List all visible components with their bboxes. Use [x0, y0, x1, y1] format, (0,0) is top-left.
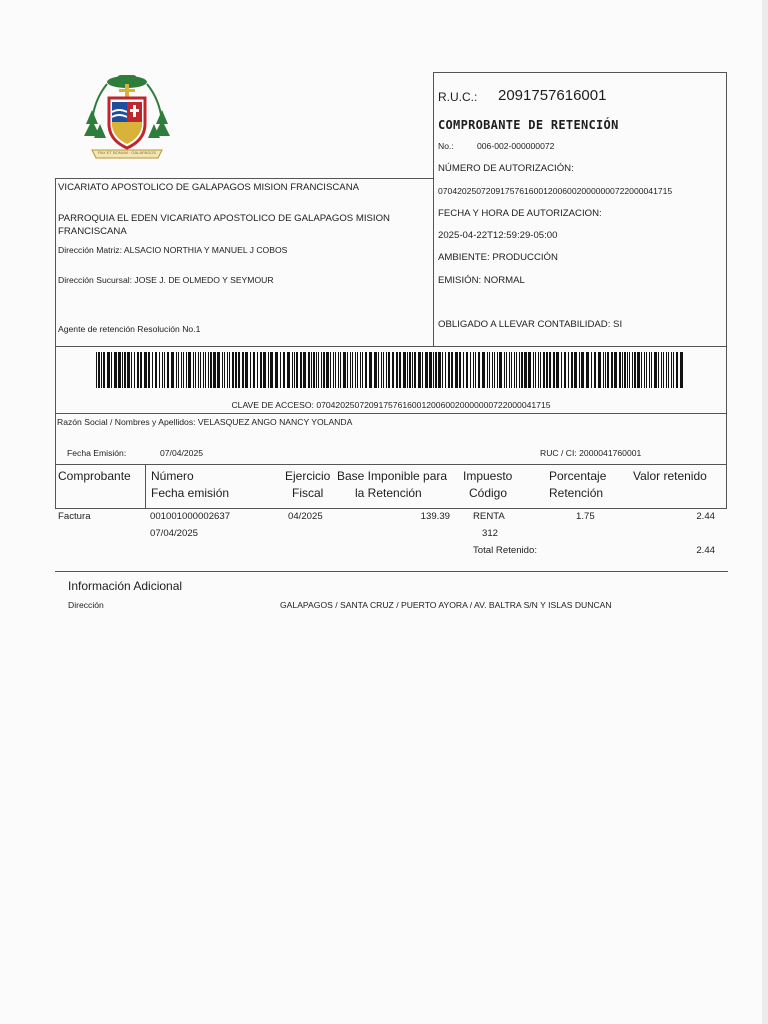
barcode-bar [433, 352, 434, 388]
barcode-bar [134, 352, 135, 388]
header-fiscal: Fiscal [292, 486, 324, 500]
barcode-bar [203, 352, 204, 388]
header-impuesto: Impuesto [463, 469, 513, 483]
barcode-bar [270, 352, 273, 388]
barcode-bar [506, 352, 507, 388]
barcode-bar [591, 352, 592, 388]
barcode-bar [268, 352, 269, 388]
barcode-bar [155, 352, 157, 388]
header-comprobante: Comprobante [58, 469, 131, 483]
barcode-bar [164, 352, 165, 388]
barcode-bar [611, 352, 613, 388]
barcode-bar [362, 352, 363, 388]
barcode-bar [546, 352, 548, 388]
row-tax: RENTA [473, 511, 505, 522]
row-type: Factura [58, 511, 91, 522]
barcode-bar [137, 352, 139, 388]
barcode-bar [208, 352, 209, 388]
barcode-bar [499, 352, 502, 388]
barcode-bar [637, 352, 640, 388]
barcode-bar [330, 352, 331, 388]
barcode-bar [263, 352, 266, 388]
barcode-bar [178, 352, 179, 388]
barcode-bar [641, 352, 642, 388]
barcode-bar [333, 352, 334, 388]
branch-name-line2: FRANCISCANA [58, 226, 127, 237]
barcode-bar [195, 352, 196, 388]
header-ejercicio: Ejercicio [285, 469, 331, 483]
barcode-bar [224, 352, 225, 388]
barcode-bar [412, 352, 413, 388]
barcode-bar [661, 352, 662, 388]
barcode-bar [438, 352, 441, 388]
issue-date-label: Fecha Emisión: [67, 448, 127, 458]
barcode-bar [516, 352, 517, 388]
header-retencion: Retención [549, 486, 604, 500]
additional-info-label: Dirección [68, 600, 104, 610]
voucher-number-label: No.: [438, 141, 454, 151]
barcode-bar [250, 352, 251, 388]
barcode-bar [323, 352, 325, 388]
barcode-bar [668, 352, 669, 388]
barcode-bar [347, 352, 348, 388]
barcode-bar [407, 352, 408, 388]
voucher-title: COMPROBANTE DE RETENCIÓN [438, 118, 619, 132]
barcode-bar [124, 352, 126, 388]
barcode-bar [473, 352, 474, 388]
barcode-bar [127, 352, 130, 388]
barcode-bar [644, 352, 645, 388]
barcode-bar [213, 352, 216, 388]
barcode-bar [260, 352, 262, 388]
barcode-bar [245, 352, 248, 388]
barcode-bar [568, 352, 569, 388]
barcode-bar [352, 352, 353, 388]
barcode-bar [217, 352, 220, 388]
row-base: 139.39 [420, 511, 450, 522]
barcode-bar [350, 352, 351, 388]
barcode-bar [193, 352, 194, 388]
barcode-bar [666, 352, 667, 388]
barcode-bar [176, 352, 177, 388]
barcode-bar [107, 352, 110, 388]
barcode-bar [624, 352, 626, 388]
barcode-bar [399, 352, 401, 388]
barcode-bar [671, 352, 672, 388]
barcode-bar [374, 352, 377, 388]
barcode-bar [300, 352, 302, 388]
barcode-bar [144, 352, 147, 388]
branch-name-line1: PARROQUIA EL EDEN VICARIATO APOSTOLICO DE GALAPAGOS MISION [58, 213, 390, 224]
section-divider [55, 571, 728, 572]
barcode-bar [418, 352, 421, 388]
barcode-bar [229, 352, 230, 388]
barcode-bar [238, 352, 240, 388]
barcode-bar [435, 352, 437, 388]
barcode-bar [553, 352, 555, 388]
row-value: 2.44 [696, 511, 715, 522]
barcode-bar [429, 352, 432, 388]
barcode-bar [658, 352, 659, 388]
barcode-bar [283, 352, 285, 388]
barcode-bar [475, 352, 476, 388]
barcode-bar [603, 352, 604, 388]
barcode-bar [235, 352, 237, 388]
header-base-imponible: Base Imponible para [337, 469, 448, 483]
barcode-bar [409, 352, 411, 388]
barcode-bar [646, 352, 647, 388]
barcode-bar [369, 352, 372, 388]
barcode-bar [422, 352, 423, 388]
header-la-retencion: la Retención [355, 486, 422, 500]
auth-number-value: 0704202507209175761600120060020000000722000041715 [438, 186, 673, 196]
barcode-bar [564, 352, 566, 388]
barcode-bar [167, 352, 169, 388]
barcode-bar [392, 352, 394, 388]
barcode-bar [543, 352, 545, 388]
barcode-bar [497, 352, 498, 388]
barcode-bar [227, 352, 228, 388]
barcode-bar [181, 352, 182, 388]
barcode-bar [292, 352, 293, 388]
barcode-bar [321, 352, 322, 388]
auth-datetime-value: 2025-04-22T12:59:29-05:00 [438, 230, 558, 241]
row-percent: 1.75 [576, 511, 595, 522]
barcode-bar [183, 352, 184, 388]
barcode-bar [511, 352, 512, 388]
ruc-value: 2091757616001 [498, 87, 607, 104]
barcode-bar [340, 352, 341, 388]
emission: EMISIÓN: NORMAL [438, 275, 525, 286]
barcode-bar [198, 352, 199, 388]
barcode-bar [494, 352, 495, 388]
barcode-bar [676, 352, 678, 388]
header-codigo: Código [469, 486, 508, 500]
barcode-bar [470, 352, 471, 388]
barcode-bar [521, 352, 523, 388]
barcode-bar [540, 352, 541, 388]
barcode-bar [280, 352, 281, 388]
barcode-bar [571, 352, 573, 388]
barcode-bar [118, 352, 121, 388]
barcode-bar [355, 352, 356, 388]
header-valor-retenido: Valor retenido [633, 469, 707, 483]
barcode-bar [313, 352, 315, 388]
total-value: 2.44 [696, 545, 715, 556]
additional-info-value: GALAPAGOS / SANTA CRUZ / PUERTO AYORA / AV. BALTRA S/N Y ISLAS DUNCAN [280, 600, 612, 610]
accounting-required: OBLIGADO A LLEVAR CONTABILIDAD: SI [438, 319, 623, 330]
barcode-bar [561, 352, 562, 388]
barcode-bar [614, 352, 617, 388]
barcode-bar [538, 352, 539, 388]
barcode-bar [586, 352, 589, 388]
access-key: CLAVE DE ACCESO: 0704202507209175761600120060020000000722000041715 [231, 400, 551, 410]
barcode-bar [386, 352, 387, 388]
barcode-bar [629, 352, 630, 388]
barcode-bar [381, 352, 382, 388]
header-fecha-emision: Fecha emisión [151, 486, 230, 500]
barcode-bar [148, 352, 150, 388]
barcode-bar [335, 352, 336, 388]
barcode-bar [222, 352, 223, 388]
barcode-bar [463, 352, 464, 388]
additional-info-title: Información Adicional [68, 579, 183, 593]
auth-datetime-label: FECHA Y HORA DE AUTORIZACION: [438, 208, 602, 219]
barcode-bar [581, 352, 584, 388]
barcode-bar [598, 352, 601, 388]
barcode-bar [242, 352, 244, 388]
barcode-bar [651, 352, 652, 388]
barcode-bar [673, 352, 674, 388]
total-label: Total Retenido: [473, 545, 537, 556]
barcode-bar [632, 352, 633, 388]
barcode-bar [574, 352, 577, 388]
barcode-bar [649, 352, 650, 388]
barcode-bar [360, 352, 361, 388]
barcode-bar [579, 352, 580, 388]
withholding-agent: Agente de retención Resolución No.1 [58, 324, 201, 334]
environment: AMBIENTE: PRODUCCIÓN [438, 252, 558, 263]
barcode-bar [504, 352, 505, 388]
barcode-bar [287, 352, 290, 388]
barcode-bar [296, 352, 298, 388]
barcode-bar [489, 352, 490, 388]
barcode-bar [509, 352, 510, 388]
barcode-bar [619, 352, 621, 388]
barcode-bar [627, 352, 628, 388]
barcode [96, 352, 686, 388]
barcode-bar [294, 352, 295, 388]
recipient-id: RUC / CI: 2000041760001 [540, 448, 642, 458]
barcode-bar [232, 352, 234, 388]
logo-motto: PAX ET BONUM · GALAPAGOS [97, 150, 156, 155]
barcode-bar [303, 352, 306, 388]
barcode-bar [318, 352, 319, 388]
barcode-bar [556, 352, 559, 388]
barcode-bar [478, 352, 480, 388]
main-address: Dirección Matriz: ALSACIO NORTHIA Y MANUEL J COBOS [58, 245, 288, 255]
barcode-bar [140, 352, 142, 388]
barcode-bar [414, 352, 416, 388]
barcode-bar [524, 352, 527, 388]
issuer-name: VICARIATO APOSTOLICO DE GALAPAGOS MISION FRANCISCANA [58, 182, 360, 193]
barcode-bar [159, 352, 160, 388]
barcode-bar [311, 352, 312, 388]
row-fiscal: 04/2025 [288, 511, 323, 522]
barcode-bar [403, 352, 406, 388]
barcode-bar [528, 352, 531, 388]
barcode-bar [98, 352, 100, 388]
barcode-bar [425, 352, 428, 388]
barcode-bar [383, 352, 384, 388]
branch-address: Dirección Sucursal: JOSE J. DE OLMEDO Y SEYMOUR [58, 275, 274, 285]
barcode-bar [455, 352, 458, 388]
barcode-bar [131, 352, 132, 388]
issue-date-value: 07/04/2025 [160, 448, 204, 458]
barcode-bar [622, 352, 623, 388]
barcode-bar [210, 352, 212, 388]
barcode-bar [186, 352, 187, 388]
row-code: 312 [482, 528, 499, 539]
barcode-bar [338, 352, 339, 388]
barcode-bar [533, 352, 534, 388]
barcode-bar [326, 352, 329, 388]
barcode-bar [487, 352, 488, 388]
row-number: 001001000002637 [150, 511, 231, 522]
barcode-bar [162, 352, 163, 388]
ruc-label: R.U.C.: [438, 90, 478, 104]
barcode-bar [482, 352, 485, 388]
barcode-bar [205, 352, 206, 388]
barcode-bar [634, 352, 636, 388]
barcode-bar [200, 352, 201, 388]
header-numero: Número [151, 469, 194, 483]
page-edge [762, 0, 768, 1024]
barcode-bar [466, 352, 468, 388]
barcode-bar [445, 352, 446, 388]
barcode-bar [605, 352, 606, 388]
barcode-bar [378, 352, 379, 388]
barcode-bar [388, 352, 390, 388]
barcode-bar [275, 352, 278, 388]
issuer-box [55, 178, 434, 347]
barcode-bar [114, 352, 117, 388]
barcode-bar [101, 352, 102, 388]
barcode-bar [492, 352, 493, 388]
barcode-bar [459, 352, 461, 388]
recipient-name: Razón Social / Nombres y Apellidos: VELASQUEZ ANGO NANCY YOLANDA [57, 417, 353, 427]
barcode-bar [535, 352, 536, 388]
barcode-bar [607, 352, 609, 388]
barcode-bar [680, 352, 683, 388]
barcode-bar [519, 352, 520, 388]
barcode-bar [316, 352, 317, 388]
col-divider [145, 464, 146, 509]
barcode-bar [654, 352, 657, 388]
barcode-bar [442, 352, 443, 388]
barcode-bar [514, 352, 515, 388]
auth-number-label: NÚMERO DE AUTORIZACIÓN: [438, 163, 574, 174]
barcode-bar [451, 352, 453, 388]
barcode-bar [188, 352, 191, 388]
barcode-bar [103, 352, 105, 388]
barcode-bar [96, 352, 97, 388]
barcode-bar [111, 352, 112, 388]
barcode-bar [171, 352, 174, 388]
barcode-bar [122, 352, 123, 388]
barcode-bar [152, 352, 153, 388]
barcode-bar [357, 352, 358, 388]
barcode-bar [253, 352, 255, 388]
row-date: 07/04/2025 [150, 528, 199, 539]
barcode-bar [448, 352, 450, 388]
barcode-bar [549, 352, 551, 388]
barcode-bar [308, 352, 310, 388]
barcode-bar [365, 352, 367, 388]
barcode-bar [594, 352, 596, 388]
barcode-bar [663, 352, 664, 388]
barcode-bar [257, 352, 258, 388]
header-porcentaje: Porcentaje [549, 469, 607, 483]
voucher-number-value: 006-002-000000072 [477, 141, 555, 151]
barcode-bar [396, 352, 398, 388]
barcode-bar [343, 352, 346, 388]
